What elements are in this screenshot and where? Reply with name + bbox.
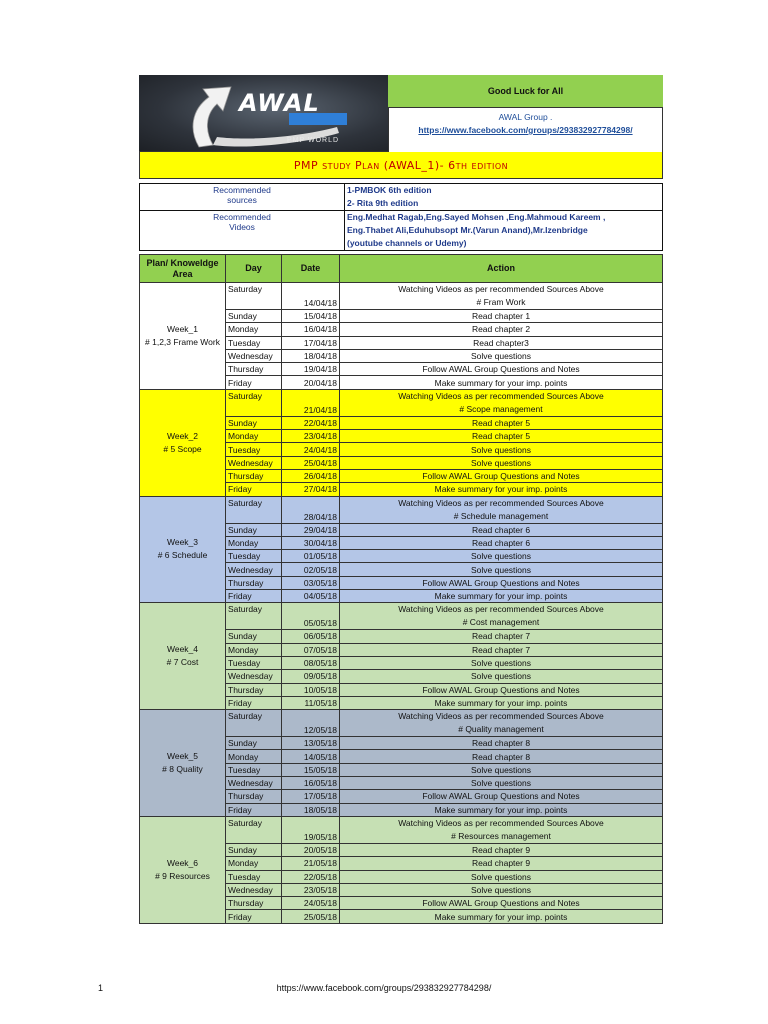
day-cell: Tuesday [226, 550, 282, 563]
table-row [140, 816, 663, 843]
date-cell: 19/04/18 [282, 363, 340, 376]
action-cell: Read chapter 8 [340, 737, 663, 750]
action-cell: Solve questions [340, 777, 663, 790]
videos-row [139, 211, 663, 251]
date-cell: 08/05/18 [282, 656, 340, 669]
action-topic: # Quality management [458, 724, 544, 735]
day-cell: Wednesday [226, 456, 282, 469]
day-cell: Sunday [226, 310, 282, 323]
header-area: Plan/ Knoweldge Area [140, 255, 226, 283]
group-name: AWAL Group . [498, 112, 553, 122]
study-plan-sheet [139, 75, 663, 924]
action-topic: # Fram Work [476, 297, 526, 307]
week-label [140, 603, 226, 710]
day-cell: Wednesday [226, 883, 282, 896]
sources-row [139, 183, 663, 211]
date-cell: 16/05/18 [282, 777, 340, 790]
day-cell: Monday [226, 430, 282, 443]
date-cell: 07/05/18 [282, 643, 340, 656]
page-title: PMP study Plan (AWAL_1)- 6th edition [139, 151, 663, 179]
action-topic: # Resources management [451, 830, 551, 841]
date-cell: 27/04/18 [282, 483, 340, 496]
sources-label: Recommended [213, 185, 271, 195]
knowledge-area: # 1,2,3 Frame Work [145, 336, 220, 347]
action-cell: Read chapter 9 [340, 843, 663, 856]
date-cell: 15/04/18 [282, 310, 340, 323]
date-cell: 19/05/18 [282, 816, 340, 843]
action-cell: Read chapter 6 [340, 536, 663, 549]
day-cell: Friday [226, 590, 282, 603]
action-cell: Read chapter 9 [340, 857, 663, 870]
source-item: 1-PMBOK 6th edition [347, 185, 432, 195]
date-cell: 29/04/18 [282, 523, 340, 536]
logo-subtitle: PMP WORLD [287, 137, 340, 144]
action-cell: Follow AWAL Group Questions and Notes [340, 790, 663, 803]
date-cell: 20/04/18 [282, 376, 340, 389]
day-cell: Saturday [226, 603, 282, 630]
date-cell: 16/04/18 [282, 323, 340, 336]
date-cell: 23/05/18 [282, 883, 340, 896]
sources-label: sources [227, 195, 257, 205]
date-cell: 18/04/18 [282, 349, 340, 362]
day-cell: Friday [226, 483, 282, 496]
action-cell: Read chapter 7 [340, 643, 663, 656]
date-cell: 18/05/18 [282, 803, 340, 816]
action-topic: # Schedule management [453, 510, 549, 521]
date-cell: 13/05/18 [282, 737, 340, 750]
date-cell: 14/04/18 [282, 283, 340, 310]
week-label [140, 496, 226, 603]
week-number: Week_5 [166, 751, 199, 762]
action-cell: Solve questions [340, 670, 663, 683]
day-cell: Saturday [226, 496, 282, 523]
date-cell: 12/05/18 [282, 710, 340, 737]
action-cell: Solve questions [340, 870, 663, 883]
video-item: Eng.Medhat Ragab,Eng.Sayed Mohsen ,Eng.Mahmoud Kareem , [347, 212, 606, 222]
source-item: 2- Rita 9th edition [347, 198, 419, 208]
action-cell [340, 496, 663, 523]
action-cell: Read chapter 5 [340, 416, 663, 429]
date-cell: 04/05/18 [282, 590, 340, 603]
knowledge-area: # 9 Resources [155, 870, 210, 881]
action-cell [340, 389, 663, 416]
date-cell: 24/04/18 [282, 443, 340, 456]
day-cell: Saturday [226, 710, 282, 737]
day-cell: Thursday [226, 790, 282, 803]
date-cell: 22/04/18 [282, 416, 340, 429]
action-line: Watching Videos as per recommended Sources Above [398, 817, 604, 828]
action-cell: Make summary for your imp. points [340, 483, 663, 496]
date-cell: 25/04/18 [282, 456, 340, 469]
day-cell: Friday [226, 376, 282, 389]
date-cell: 24/05/18 [282, 897, 340, 910]
awal-logo [139, 75, 388, 151]
action-cell: Read chapter 1 [340, 310, 663, 323]
week-number: Week_3 [166, 537, 199, 548]
table-header-row [140, 255, 663, 283]
action-cell: Solve questions [340, 443, 663, 456]
action-cell: Read chapter 6 [340, 523, 663, 536]
day-cell: Wednesday [226, 670, 282, 683]
date-cell: 20/05/18 [282, 843, 340, 856]
action-cell: Solve questions [340, 883, 663, 896]
action-cell: Read chapter 2 [340, 323, 663, 336]
day-cell: Tuesday [226, 763, 282, 776]
action-line: Watching Videos as per recommended Sources Above [398, 497, 604, 508]
action-cell: Read chapter 8 [340, 750, 663, 763]
videos-label: Recommended [213, 212, 271, 222]
date-cell: 22/05/18 [282, 870, 340, 883]
date-cell: 05/05/18 [282, 603, 340, 630]
header-action: Action [340, 255, 663, 283]
date-cell: 01/05/18 [282, 550, 340, 563]
date-cell: 30/04/18 [282, 536, 340, 549]
week-number: Week_4 [166, 644, 199, 655]
action-topic: # Scope management [459, 403, 543, 414]
table-row [140, 389, 663, 416]
day-cell: Saturday [226, 389, 282, 416]
week-label [140, 816, 226, 923]
action-cell: Follow AWAL Group Questions and Notes [340, 469, 663, 482]
action-cell: Follow AWAL Group Questions and Notes [340, 363, 663, 376]
action-cell: Make summary for your imp. points [340, 910, 663, 923]
knowledge-area: # 5 Scope [163, 443, 202, 454]
week-number: Week_6 [166, 857, 199, 868]
day-cell: Friday [226, 803, 282, 816]
date-cell: 17/04/18 [282, 336, 340, 349]
action-topic: # Cost management [462, 617, 540, 628]
date-cell: 02/05/18 [282, 563, 340, 576]
day-cell: Wednesday [226, 563, 282, 576]
action-line: Watching Videos as per recommended Sources Above [398, 284, 604, 294]
date-cell: 10/05/18 [282, 683, 340, 696]
group-info [388, 107, 663, 152]
videos-label: Videos [229, 222, 255, 232]
day-cell: Monday [226, 536, 282, 549]
action-cell: Read chapter3 [340, 336, 663, 349]
knowledge-area: # 6 Schedule [157, 550, 208, 561]
date-cell: 11/05/18 [282, 696, 340, 709]
page-number: 1 [98, 983, 104, 993]
date-cell: 03/05/18 [282, 576, 340, 589]
date-cell: 14/05/18 [282, 750, 340, 763]
header-date: Date [282, 255, 340, 283]
date-cell: 06/05/18 [282, 630, 340, 643]
action-line: Watching Videos as per recommended Sources Above [398, 604, 604, 615]
table-row [140, 283, 663, 310]
action-cell: Solve questions [340, 550, 663, 563]
week-label [140, 283, 226, 390]
action-cell: Solve questions [340, 456, 663, 469]
video-item: Eng.Thabet Ali,Eduhubsopt Mr.(Varun Anand),Mr.Izenbridge [347, 225, 588, 235]
logo-wordmark: AWAL [239, 89, 320, 117]
date-cell: 26/04/18 [282, 469, 340, 482]
day-cell: Thursday [226, 897, 282, 910]
action-cell: Solve questions [340, 656, 663, 669]
table-row [140, 496, 663, 523]
day-cell: Saturday [226, 816, 282, 843]
day-cell: Monday [226, 643, 282, 656]
action-cell [340, 710, 663, 737]
knowledge-area: # 7 Cost [166, 657, 199, 668]
day-cell: Sunday [226, 523, 282, 536]
day-cell: Friday [226, 696, 282, 709]
day-cell: Tuesday [226, 870, 282, 883]
date-cell: 21/05/18 [282, 857, 340, 870]
date-cell: 15/05/18 [282, 763, 340, 776]
day-cell: Sunday [226, 843, 282, 856]
day-cell: Thursday [226, 576, 282, 589]
plan-table [139, 254, 663, 924]
action-cell: Make summary for your imp. points [340, 590, 663, 603]
action-cell: Follow AWAL Group Questions and Notes [340, 897, 663, 910]
footer-url: https://www.facebook.com/groups/293832927784298/ [276, 983, 492, 993]
action-cell: Solve questions [340, 763, 663, 776]
action-cell: Make summary for your imp. points [340, 696, 663, 709]
day-cell: Wednesday [226, 777, 282, 790]
day-cell: Monday [226, 323, 282, 336]
action-cell: Read chapter 5 [340, 430, 663, 443]
day-cell: Monday [226, 857, 282, 870]
action-cell [340, 283, 663, 310]
date-cell: 21/04/18 [282, 389, 340, 416]
day-cell: Sunday [226, 737, 282, 750]
group-link[interactable]: https://www.facebook.com/groups/293832927784298/ [418, 125, 633, 135]
action-cell: Follow AWAL Group Questions and Notes [340, 576, 663, 589]
day-cell: Tuesday [226, 336, 282, 349]
header-day: Day [226, 255, 282, 283]
week-label [140, 389, 226, 496]
week-label [140, 710, 226, 817]
action-cell: Solve questions [340, 349, 663, 362]
day-cell: Thursday [226, 469, 282, 482]
video-item: (youtube channels or Udemy) [347, 238, 467, 248]
action-cell [340, 603, 663, 630]
day-cell: Tuesday [226, 443, 282, 456]
action-cell: Solve questions [340, 563, 663, 576]
table-row [140, 710, 663, 737]
week-number: Week_2 [166, 430, 199, 441]
day-cell: Thursday [226, 683, 282, 696]
day-cell: Sunday [226, 416, 282, 429]
day-cell: Thursday [226, 363, 282, 376]
date-cell: 28/04/18 [282, 496, 340, 523]
action-line: Watching Videos as per recommended Sources Above [398, 711, 604, 722]
day-cell: Saturday [226, 283, 282, 310]
day-cell: Friday [226, 910, 282, 923]
week-number: Week_1 [166, 323, 199, 334]
date-cell: 25/05/18 [282, 910, 340, 923]
action-cell: Make summary for your imp. points [340, 376, 663, 389]
action-cell [340, 816, 663, 843]
action-cell: Make summary for your imp. points [340, 803, 663, 816]
date-cell: 17/05/18 [282, 790, 340, 803]
table-row [140, 603, 663, 630]
date-cell: 09/05/18 [282, 670, 340, 683]
action-cell: Read chapter 7 [340, 630, 663, 643]
action-cell: Follow AWAL Group Questions and Notes [340, 683, 663, 696]
day-cell: Tuesday [226, 656, 282, 669]
good-luck-banner: Good Luck for All [388, 75, 663, 107]
date-cell: 23/04/18 [282, 430, 340, 443]
day-cell: Monday [226, 750, 282, 763]
header [139, 75, 663, 151]
knowledge-area: # 8 Quality [162, 764, 203, 775]
day-cell: Sunday [226, 630, 282, 643]
action-line: Watching Videos as per recommended Sources Above [398, 390, 604, 401]
day-cell: Wednesday [226, 349, 282, 362]
